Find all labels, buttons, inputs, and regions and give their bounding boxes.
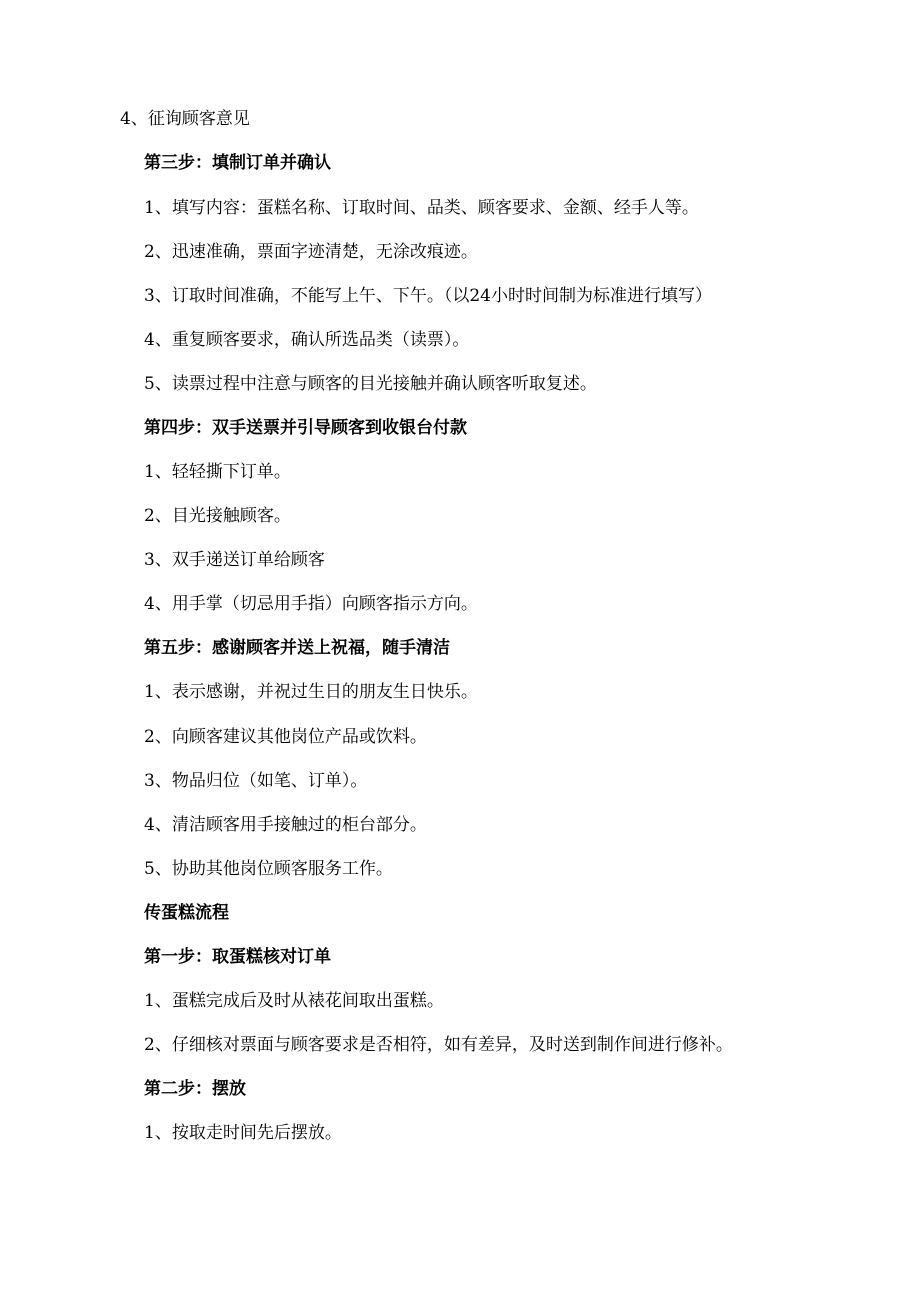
step-5-item-2: 2、向顾客建议其他岗位产品或饮料。 xyxy=(144,727,427,747)
step-3-item-2: 2、迅速准确，票面字迹清楚，无涂改痕迹。 xyxy=(144,242,478,262)
section-title-cake-delivery: 传蛋糕流程 xyxy=(144,903,229,923)
step-4-item-3: 3、双手递送订单给顾客 xyxy=(144,550,325,570)
step-5-item-3: 3、物品归位（如笔、订单）。 xyxy=(144,771,368,791)
step-4-item-4: 4、用手掌（切忌用手指）向顾客指示方向。 xyxy=(144,594,478,614)
step-3-item-3: 3、订取时间准确，不能写上午、下午。（以24小时时间制为标准进行填写） xyxy=(144,286,712,306)
heading-delivery-step-1: 第一步：取蛋糕核对订单 xyxy=(144,947,331,967)
step-4-item-1: 1、轻轻撕下订单。 xyxy=(144,462,291,482)
step-3-item-5: 5、读票过程中注意与顾客的目光接触并确认顾客听取复述。 xyxy=(144,374,597,394)
step-5-item-5: 5、协助其他岗位顾客服务工作。 xyxy=(144,859,393,879)
heading-step-5: 第五步：感谢顾客并送上祝福，随手清洁 xyxy=(144,638,450,658)
step-5-item-4: 4、清洁顾客用手接触过的柜台部分。 xyxy=(144,815,427,835)
step-4-item-2: 2、目光接触顾客。 xyxy=(144,506,291,526)
heading-step-4: 第四步：双手送票并引导顾客到收银台付款 xyxy=(144,418,467,438)
heading-delivery-step-2: 第二步：摆放 xyxy=(144,1079,246,1099)
delivery-step-1-item-1: 1、蛋糕完成后及时从裱花间取出蛋糕。 xyxy=(144,991,444,1011)
step-5-item-1: 1、表示感谢，并祝过生日的朋友生日快乐。 xyxy=(144,682,478,702)
delivery-step-2-item-1: 1、按取走时间先后摆放。 xyxy=(144,1123,342,1143)
intro-item-seek-opinion: 4、征询顾客意见 xyxy=(120,109,250,129)
step-3-item-4: 4、重复顾客要求，确认所选品类（读票）。 xyxy=(144,330,470,350)
step-3-item-1: 1、填写内容：蛋糕名称、订取时间、品类、顾客要求、金额、经手人等。 xyxy=(144,198,699,218)
heading-step-3: 第三步：填制订单并确认 xyxy=(144,153,331,173)
delivery-step-1-item-2: 2、仔细核对票面与顾客要求是否相符，如有差异，及时送到制作间进行修补。 xyxy=(144,1035,733,1055)
